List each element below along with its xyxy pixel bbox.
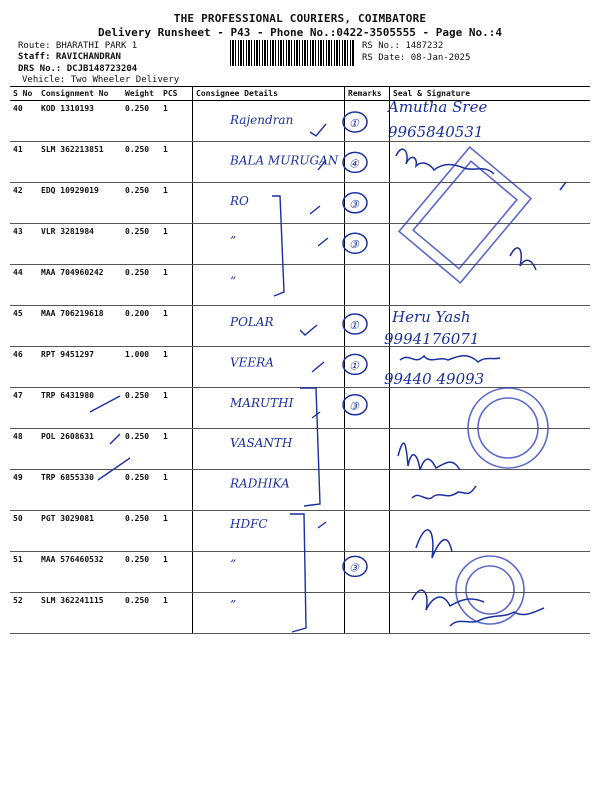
cell-sno: 48 (10, 429, 38, 470)
cell-pcs: 1 (160, 511, 193, 552)
cell-remarks (345, 347, 390, 388)
cell-remarks (345, 306, 390, 347)
signature-phone: 99440 49093 (384, 370, 485, 388)
svg-text:①: ① (349, 319, 359, 332)
cell-seal (390, 183, 591, 224)
cell-remarks (345, 142, 390, 183)
cell-weight: 0.250 (122, 552, 160, 593)
table-row (10, 429, 590, 470)
cell-pcs: 1 (160, 101, 193, 142)
cell-consignment: RPT 9451297 (38, 347, 122, 388)
staff-label: Staff: RAVICHANDRAN (18, 52, 121, 62)
cell-remarks (345, 593, 390, 634)
rs-date: RS Date: 08-Jan-2025 (362, 53, 471, 63)
svg-text:③: ③ (349, 561, 359, 575)
route-label: Route: BHARATHI PARK 1 (18, 41, 138, 51)
cell-pcs: 1 (160, 306, 193, 347)
cell-seal (390, 511, 591, 552)
col-consignee: Consignee Details (193, 87, 345, 101)
cell-consignee (193, 347, 345, 388)
cell-consignment: SLM 362241115 (38, 593, 122, 634)
cell-seal (390, 101, 591, 142)
svg-text:③: ③ (349, 399, 359, 413)
consignee-handwritten-name: BALA MURUGAN (230, 153, 339, 168)
cell-remarks (345, 388, 390, 429)
svg-text:①: ① (349, 117, 359, 130)
cell-consignee (193, 593, 345, 634)
cell-pcs: 1 (160, 347, 193, 388)
cell-sno: 51 (10, 552, 38, 593)
cell-weight: 0.250 (122, 101, 160, 142)
cell-consignee (193, 470, 345, 511)
cell-seal (390, 593, 591, 634)
cell-pcs: 1 (160, 265, 193, 306)
cell-sno: 46 (10, 347, 38, 388)
consignee-handwritten-name: POLAR (230, 315, 274, 329)
consignee-handwritten-name: HDFC (230, 517, 268, 531)
cell-weight: 1.000 (122, 347, 160, 388)
cell-pcs: 1 (160, 224, 193, 265)
cell-weight: 0.200 (122, 306, 160, 347)
runsheet-table (10, 86, 590, 634)
consignee-handwritten-name: ” (230, 274, 237, 289)
cell-remarks (345, 552, 390, 593)
table-row (10, 593, 590, 634)
cell-consignment: PGT 3029081 (38, 511, 122, 552)
cell-consignment: POL 2608631 (38, 429, 122, 470)
cell-pcs: 1 (160, 183, 193, 224)
cell-seal (390, 429, 591, 470)
consignee-handwritten-name: RO (230, 193, 249, 208)
cell-consignee (193, 306, 345, 347)
rs-number: RS No.: 1487232 (362, 41, 444, 51)
consignee-handwritten-name: ” (230, 557, 237, 572)
cell-remarks (345, 511, 390, 552)
cell-seal (390, 142, 591, 183)
cell-remarks (345, 265, 390, 306)
cell-remarks (345, 101, 390, 142)
table-row (10, 306, 590, 347)
table-row (10, 265, 590, 306)
cell-weight: 0.250 (122, 511, 160, 552)
barcode (230, 40, 355, 66)
cell-pcs: 1 (160, 593, 193, 634)
cell-consignee (193, 183, 345, 224)
cell-consignee (193, 388, 345, 429)
consignee-handwritten-name: RADHIKA (230, 476, 290, 491)
cell-consignee (193, 552, 345, 593)
cell-weight: 0.250 (122, 470, 160, 511)
consignee-handwritten-name: VASANTH (230, 436, 293, 451)
cell-remarks (345, 183, 390, 224)
cell-weight: 0.250 (122, 429, 160, 470)
cell-consignment: SLM 362213851 (38, 142, 122, 183)
cell-seal (390, 470, 591, 511)
cell-seal (390, 265, 591, 306)
svg-text:①: ① (349, 359, 359, 373)
svg-text:③: ③ (349, 238, 359, 252)
cell-pcs: 1 (160, 552, 193, 593)
cell-sno: 43 (10, 224, 38, 265)
cell-consignment: TRP 6855330 (38, 470, 122, 511)
cell-consignment: KOD 1310193 (38, 101, 122, 142)
company-title: THE PROFESSIONAL COURIERS, COIMBATORE (173, 12, 427, 25)
cell-sno: 41 (10, 142, 38, 183)
table-row (10, 224, 590, 265)
consignee-handwritten-name: ” (230, 234, 237, 249)
table-row (10, 183, 590, 224)
consignee-handwritten-name: ” (230, 597, 237, 612)
table-row (10, 101, 590, 142)
cell-sno: 50 (10, 511, 38, 552)
drs-label: DRS No.: DCJB148723204 (18, 64, 138, 74)
cell-consignment: MAA 704960242 (38, 265, 122, 306)
cell-sno: 49 (10, 470, 38, 511)
cell-consignment: TRP 6431980 (38, 388, 122, 429)
signature-phone: 9994176071 (384, 330, 480, 348)
cell-consignee (193, 429, 345, 470)
consignee-handwritten-name: Rajendran (230, 113, 294, 127)
table-row (10, 347, 590, 388)
cell-remarks (345, 224, 390, 265)
col-sno: S No (10, 87, 38, 101)
cell-remarks (345, 470, 390, 511)
cell-consignment: MAA 706219618 (38, 306, 122, 347)
cell-sno: 45 (10, 306, 38, 347)
cell-seal (390, 388, 591, 429)
signature-name: Amutha Sree (388, 98, 488, 116)
cell-weight: 0.250 (122, 265, 160, 306)
cell-remarks (345, 429, 390, 470)
table-header-row (10, 87, 590, 101)
signature-name: Heru Yash (392, 308, 471, 326)
consignee-handwritten-name: MARUTHI (230, 395, 294, 410)
cell-sno: 52 (10, 593, 38, 634)
cell-consignment: VLR 3281984 (38, 224, 122, 265)
signature-phone: 9965840531 (388, 123, 484, 141)
cell-consignee (193, 224, 345, 265)
svg-text:④: ④ (349, 157, 359, 171)
cell-weight: 0.250 (122, 593, 160, 634)
cell-consignee (193, 265, 345, 306)
cell-sno: 42 (10, 183, 38, 224)
cell-weight: 0.250 (122, 142, 160, 183)
cell-sno: 40 (10, 101, 38, 142)
table-row (10, 142, 590, 183)
cell-weight: 0.250 (122, 224, 160, 265)
col-seal: Seal & Signature (390, 87, 591, 101)
cell-pcs: 1 (160, 388, 193, 429)
cell-sno: 44 (10, 265, 38, 306)
cell-seal (390, 552, 591, 593)
cell-seal (390, 306, 591, 347)
table-row (10, 470, 590, 511)
runsheet-subtitle: Delivery Runsheet - P43 - Phone No.:0422-3505555 - Page No.:4 (98, 26, 502, 39)
cell-pcs: 1 (160, 142, 193, 183)
col-remarks: Remarks (345, 87, 390, 101)
cell-consignee (193, 101, 345, 142)
col-consignment: Consignment No (38, 87, 122, 101)
table-row (10, 552, 590, 593)
cell-consignee (193, 511, 345, 552)
cell-sno: 47 (10, 388, 38, 429)
cell-consignment: MAA 576460532 (38, 552, 122, 593)
cell-consignee (193, 142, 345, 183)
consignee-handwritten-name: VEERA (230, 355, 274, 370)
col-pcs: PCS (160, 87, 193, 101)
svg-text:③: ③ (349, 197, 359, 211)
cell-seal (390, 224, 591, 265)
col-weight: Weight (122, 87, 160, 101)
table-row (10, 388, 590, 429)
table-row (10, 511, 590, 552)
cell-weight: 0.250 (122, 183, 160, 224)
vehicle-label: Vehicle: Two Wheeler Delivery (22, 75, 180, 85)
cell-pcs: 1 (160, 429, 193, 470)
cell-pcs: 1 (160, 470, 193, 511)
cell-consignment: EDQ 10929019 (38, 183, 122, 224)
cell-weight: 0.250 (122, 388, 160, 429)
cell-seal (390, 347, 591, 388)
